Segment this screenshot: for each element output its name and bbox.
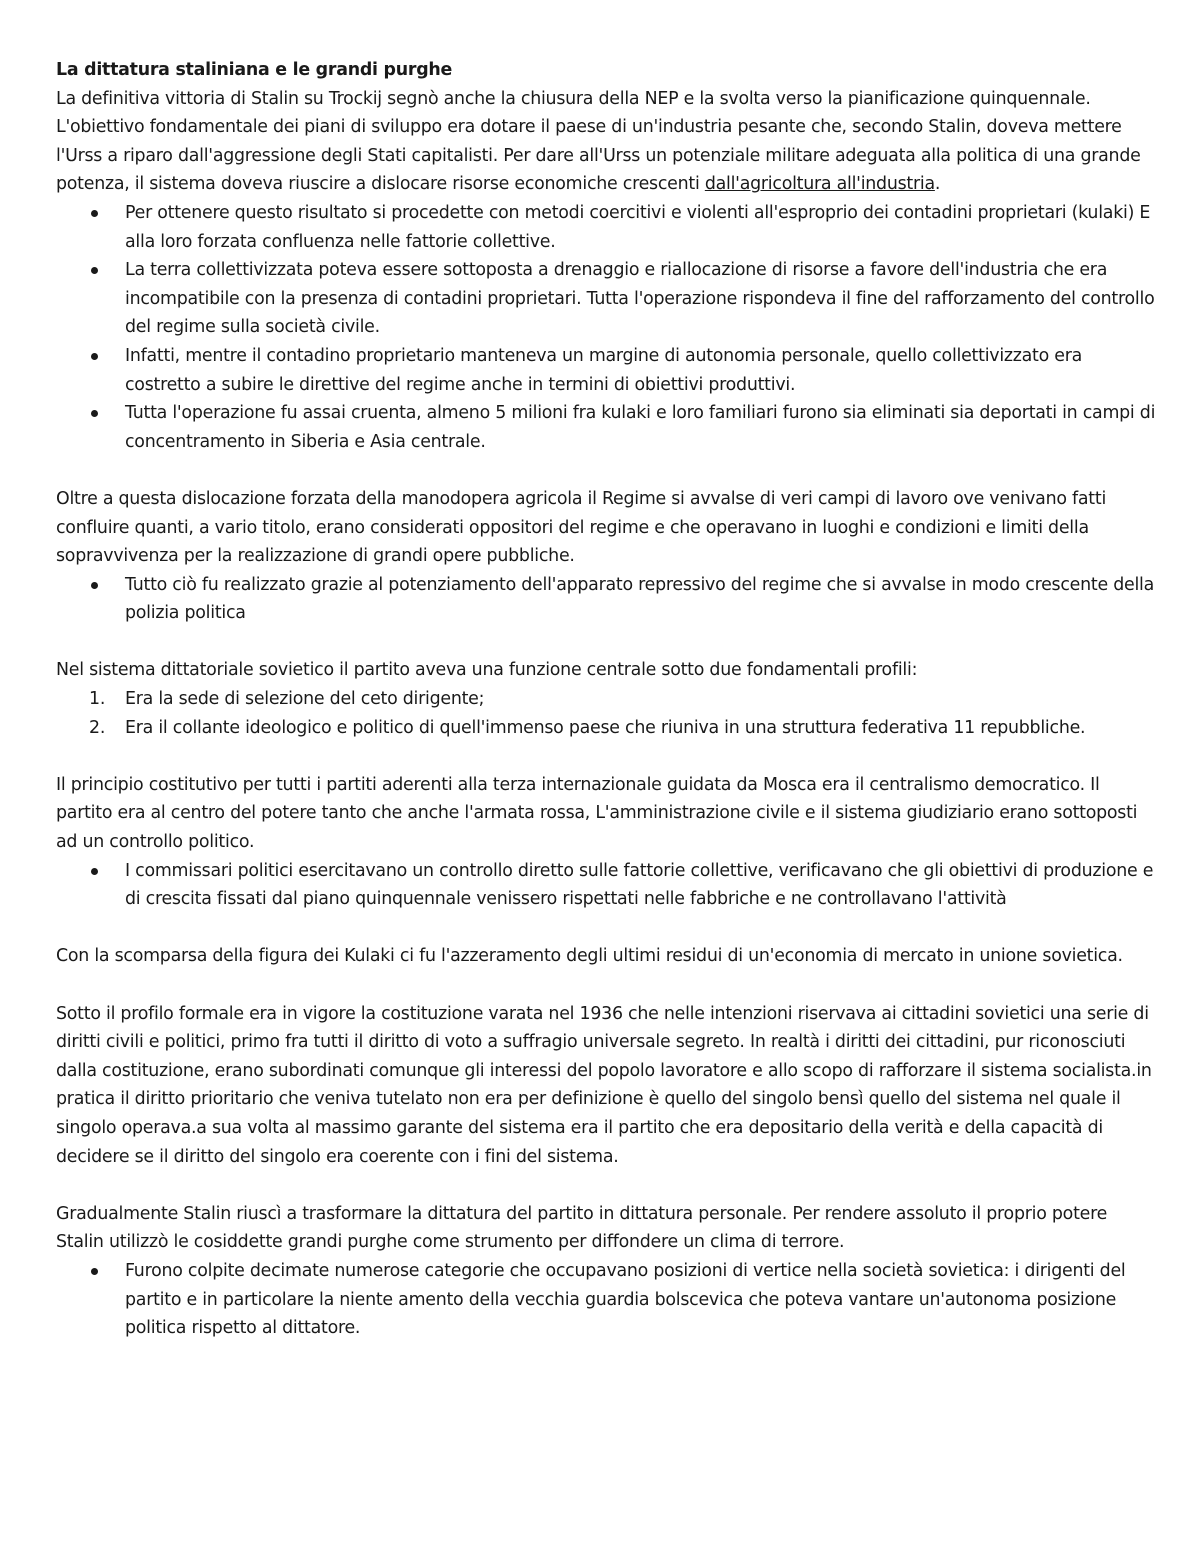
spacer (56, 971, 1156, 1000)
paragraph-intro (56, 85, 1156, 199)
spacer (56, 456, 1156, 485)
numbered-item (89, 714, 1156, 743)
item-number: 1. (89, 689, 106, 710)
paragraph-kulaki: Con la scomparsa della figura dei Kulaki ci fu l'azzeramento degli ultimi residui di un'economia di mercato in unione sovietica. (56, 946, 1123, 967)
document-page (56, 56, 1156, 1343)
list-item: Per ottenere questo risultato si procedette con metodi coercitivi e violenti all'esproprio dei contadini proprietari (kulaki) E alla loro forzata confluenza nelle fattorie collettive. (125, 199, 1156, 256)
numbered-item (89, 685, 1156, 714)
underlined-phrase: dall'agricoltura all'industria (704, 174, 935, 195)
bullet-list-repression (56, 571, 1156, 628)
paragraph-purges: Gradualmente Stalin riuscì a trasformare la dittatura del partito in dittatura personale. Per rendere assoluto il proprio potere Stalin utilizzò le cosiddette grandi purghe come strumento per diffondere un clima di terrore. (56, 1203, 1108, 1253)
bullet-list-collectivization (56, 199, 1156, 456)
item-number: 2. (89, 717, 106, 738)
list-item: Tutta l'operazione fu assai cruenta, almeno 5 milioni fra kulaki e loro familiari furono sia eliminati sia deportati in campi di concentramento in Siberia e Asia centrale. (125, 399, 1156, 456)
document-title: La dittatura staliniana e le grandi purghe (56, 60, 453, 80)
list-item: La terra collettivizzata poteva essere sottoposta a drenaggio e riallocazione di risorse a favore dell'industria che era incompatibile con la presenza di contadini proprietari. Tutta l'operazione rispondeva il fine del rafforzamento del controllo del regime sulla società civile. (125, 256, 1156, 342)
spacer (56, 628, 1156, 657)
list-item: I commissari politici esercitavano un controllo diretto sulle fattorie collettive, verificavano che gli obiettivi di produzione e di crescita fissati dal piano quinquennale venissero rispettati nelle fabbriche e ne controllavano l'attività (125, 857, 1156, 914)
item-text: Era il collante ideologico e politico di quell'immenso paese che riuniva in una struttura federativa 11 repubbliche. (125, 717, 1086, 738)
paragraph-constitution: Sotto il profilo formale era in vigore la costituzione varata nel 1936 che nelle intenzioni riservava ai cittadini sovietici una serie di diritti civili e politici, primo fra tutti il diritto di voto a suffragio universale segreto. In realtà i diritti dei cittadini, pur riconosciuti dalla costituzione, erano subordinati comunque gli interessi del popolo lavoratore e allo scopo di rafforzare il sistema socialista.in pratica il diritto prioritario che veniva tutelato non era per definizione è quello del singolo bensì quello del sistema nel quale il singolo operava.a sua volta al massimo garante del sistema era il partito che era depositario della verità e della capacità di decidere se il diritto del singolo era coerente con i fini del sistema. (56, 1003, 1152, 1167)
item-text: Era la sede di selezione del ceto dirigente; (125, 689, 485, 710)
paragraph-labor-camps: Oltre a questa dislocazione forzata della manodopera agricola il Regime si avvalse di veri campi di lavoro ove venivano fatti confluire quanti, a vario titolo, erano considerati oppositori del regime e che operavano in luoghi e condizioni e limiti della sopravvivenza per la realizzazione di grandi opere pubbliche. (56, 488, 1107, 567)
spacer (56, 1171, 1156, 1200)
bullet-list-commissars (56, 857, 1156, 914)
spacer (56, 742, 1156, 771)
paragraph-party-role: Nel sistema dittatoriale sovietico il partito aveva una funzione centrale sotto due fondamentali profili: (56, 660, 918, 681)
numbered-list-party (56, 685, 1156, 742)
list-item: Tutto ciò fu realizzato grazie al potenziamento dell'apparato repressivo del regime che si avvalse in modo crescente della polizia politica (125, 571, 1156, 628)
list-item: Infatti, mentre il contadino proprietario manteneva un margine di autonomia personale, quello collettivizzato era costretto a subire le direttive del regime anche in termini di obiettivi produttivi. (125, 342, 1156, 399)
list-item: Furono colpite decimate numerose categorie che occupavano posizioni di vertice nella società sovietica: i dirigenti del partito e in particolare la niente amento della vecchia guardia bolscevica che poteva vantare un'autonoma posizione politica rispetto al dittatore. (125, 1257, 1156, 1343)
paragraph-centralism: Il principio costitutivo per tutti i partiti aderenti alla terza internazionale guidata da Mosca era il centralismo democratico. Il partito era al centro del potere tanto che anche l'armata rossa, L'amministrazione civile e il sistema giudiziario erano sottoposti ad un controllo politico. (56, 774, 1138, 853)
bullet-list-purges (56, 1257, 1156, 1343)
intro-end: . (934, 174, 941, 195)
intro-text: La definitiva vittoria di Stalin su Trockij segnò anche la chiusura della NEP e la svolta verso la pianificazione quinquennale. L'obiettivo fondamentale dei piani di sviluppo era dotare il paese di un'industria pesante che, secondo Stalin, doveva mettere l'Urss a riparo dall'aggressione degli Stati capitalisti. Per dare all'Urss un potenziale militare adeguata alla politica di una grande potenza, il sistema doveva riuscire a dislocare risorse economiche crescenti (56, 88, 1141, 195)
spacer (56, 914, 1156, 943)
